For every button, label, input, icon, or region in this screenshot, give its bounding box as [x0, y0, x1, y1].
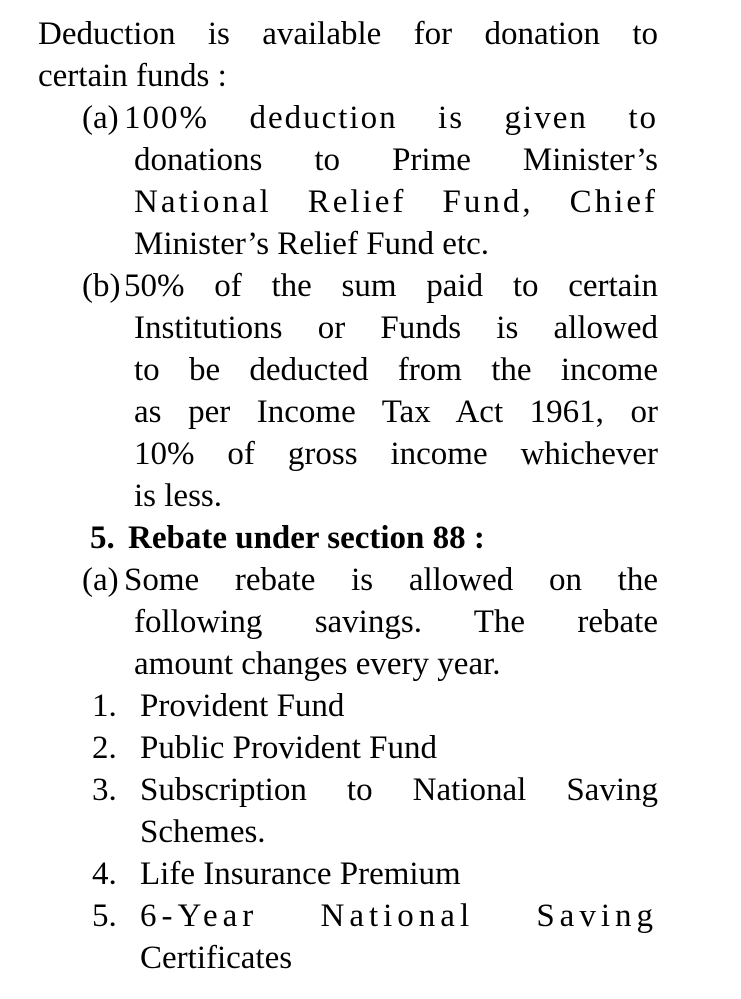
- list-item-text: Some rebate is allowed on the: [124, 562, 658, 598]
- numbered-item: [38, 895, 658, 937]
- list-marker: (b): [82, 268, 121, 304]
- text-line: National Relief Fund, Chief: [134, 184, 658, 220]
- list-marker: (a): [82, 562, 119, 598]
- section-heading: [38, 517, 658, 559]
- text-line: certain funds :: [38, 58, 227, 94]
- list-item-text: Subscription to National Saving: [140, 772, 658, 808]
- text-line: Institutions or Funds is allowed: [134, 310, 658, 346]
- text-line: as per Income Tax Act 1961, or: [134, 394, 658, 430]
- numbered-item: [38, 769, 658, 811]
- text-line: Schemes.: [140, 814, 266, 850]
- list-item-text: 6-Year National Saving: [140, 898, 658, 934]
- section-number: 5.: [90, 520, 115, 556]
- numbered-item: [38, 853, 658, 895]
- text-line: is less.: [134, 478, 223, 514]
- numbered-item: [38, 727, 658, 769]
- list-item-text: 100% deduction is given to: [124, 100, 658, 136]
- list-item-text: Life Insurance Premium: [140, 856, 461, 892]
- list-marker: 1.: [92, 688, 117, 724]
- list-item-text: Public Provident Fund: [140, 730, 438, 766]
- list-marker: 2.: [92, 730, 117, 766]
- list-marker: 3.: [92, 772, 117, 808]
- list-marker: 4.: [92, 856, 117, 892]
- list-item-b: [38, 265, 658, 307]
- list-item-text: 50% of the sum paid to certain: [124, 268, 658, 304]
- text-line: Minister’s Relief Fund etc.: [134, 226, 490, 262]
- text-line: donations to Prime Minister’s: [134, 142, 658, 178]
- list-item-a: [38, 559, 658, 601]
- text-line: 10% of gross income whichever: [134, 436, 658, 472]
- text-line: following savings. The rebate: [134, 604, 658, 640]
- numbered-item: [38, 685, 658, 727]
- text-line: amount changes every year.: [134, 646, 501, 682]
- text-line: Certificates: [140, 940, 293, 976]
- list-marker: (a): [82, 100, 119, 136]
- text-line: Deduction is available for donation to: [38, 16, 658, 52]
- list-item-text: Provident Fund: [140, 688, 345, 724]
- section-heading-text: Rebate under section 88 :: [128, 520, 485, 556]
- list-item-a: [38, 97, 658, 139]
- list-marker: 5.: [92, 898, 117, 934]
- text-line: to be deducted from the income: [134, 352, 658, 388]
